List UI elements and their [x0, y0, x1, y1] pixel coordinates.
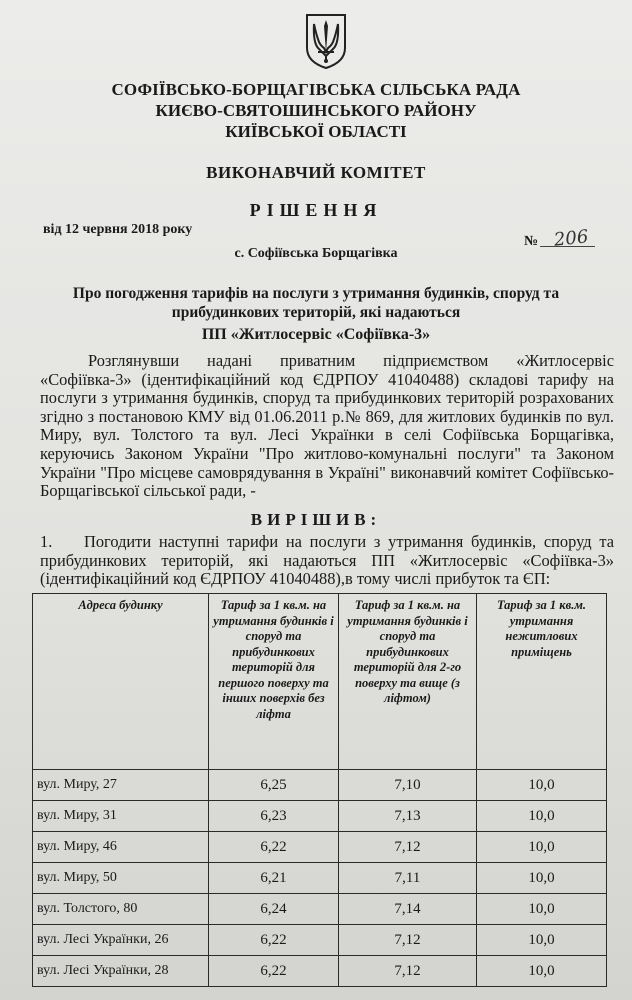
- table-header-row: [33, 594, 607, 770]
- region-name: КИЇВСЬКОЇ ОБЛАСТІ: [225, 122, 407, 141]
- cell-tariff-with-lift: 7,11: [339, 863, 477, 894]
- cell-address: вул. Лесі Українки, 28: [33, 956, 209, 987]
- cell-tariff-nonresidential: 10,0: [477, 832, 607, 863]
- cell-tariff-with-lift: 7,12: [339, 925, 477, 956]
- cell-address: вул. Миру, 31: [33, 801, 209, 832]
- cell-tariff-no-lift: 6,22: [209, 925, 339, 956]
- cell-tariff-with-lift: 7,12: [339, 956, 477, 987]
- header-address: Адреса будинку: [33, 594, 209, 770]
- table-row: [33, 925, 607, 956]
- subject-line-1: Про погодження тарифів на послуги з утримання будинків, споруд та: [72, 285, 560, 302]
- cell-tariff-nonresidential: 10,0: [477, 770, 607, 801]
- cell-tariff-no-lift: 6,22: [209, 956, 339, 987]
- cell-address: вул. Миру, 27: [33, 770, 209, 801]
- cell-tariff-with-lift: 7,13: [339, 801, 477, 832]
- cell-tariff-no-lift: 6,24: [209, 894, 339, 925]
- decision-title: РІШЕННЯ: [249, 200, 383, 220]
- preamble-paragraph: Розглянувши надані приватним підприємством «Житлосервіс «Софіївка-3» (ідентифікаційний код ЄДРПОУ 41040488) складові тарифу на послуги з утримання будинків, споруд та прибудинкових територій розрахованих згідно з постановою КМУ від 01.06.2011 р.№ 869, для житлових будинків по вул. Миру, вул. Толстого та вул. Лесі Українки в селі Софіївська Борщагівка, керуючись Законом України "Про житлово-комунальні послуги" та Законом України "Про місцеве самоврядування в Україні" виконавчий комітет Софіївсько-Борщагівської сільської ради, -: [40, 351, 614, 501]
- cell-tariff-no-lift: 6,25: [209, 770, 339, 801]
- cell-address: вул. Лесі Українки, 26: [33, 925, 209, 956]
- cell-tariff-nonresidential: 10,0: [477, 863, 607, 894]
- header-tariff-with-lift: Тариф за 1 кв.м. на утримання будинків і споруд та прибудинкових територій для 2-го поверху та вище (з ліфтом): [339, 594, 477, 770]
- tariff-table: [32, 593, 607, 987]
- cell-tariff-no-lift: 6,22: [209, 832, 339, 863]
- header-tariff-nonresidential: Тариф за 1 кв.м. утримання нежитлових приміщень: [477, 594, 607, 770]
- committee-title: ВИКОНАВЧИЙ КОМІТЕТ: [206, 163, 426, 182]
- cell-tariff-nonresidential: 10,0: [477, 956, 607, 987]
- cell-tariff-nonresidential: 10,0: [477, 801, 607, 832]
- cell-address: вул. Миру, 50: [33, 863, 209, 894]
- cell-address: вул. Миру, 46: [33, 832, 209, 863]
- cell-tariff-nonresidential: 10,0: [477, 894, 607, 925]
- decision-number-handwritten: 206: [552, 226, 590, 251]
- decision-number-label: №: [524, 234, 539, 249]
- cell-tariff-with-lift: 7,12: [339, 832, 477, 863]
- table-row: [33, 956, 607, 987]
- resolve-heading: ВИРІШИВ:: [250, 510, 382, 529]
- table-row: [33, 894, 607, 925]
- trident-coat-of-arms-icon: [304, 12, 348, 70]
- cell-tariff-with-lift: 7,10: [339, 770, 477, 801]
- cell-tariff-no-lift: 6,23: [209, 801, 339, 832]
- item-text: Погодити наступні тарифи на послуги з утримання будинків, споруд та прибудинкових територій, які надаються ПП «Житлосервіс «Софіївка-3» (ідентифікаційний код ЄДРПОУ 41040488),в тому числі прибуток та ЄП:: [40, 532, 614, 589]
- district-name: КИЄВО-СВЯТОШИНСЬКОГО РАЙОНУ: [155, 101, 477, 120]
- table-row: [33, 863, 607, 894]
- subject-line-2: прибудинкових територій, які надаються: [171, 304, 461, 321]
- cell-address: вул. Толстого, 80: [33, 894, 209, 925]
- table-row: [33, 832, 607, 863]
- table-row: [33, 801, 607, 832]
- subject-line-3: ПП «Житлосервіс «Софіївка-3»: [201, 326, 431, 343]
- item-number: 1.: [40, 532, 53, 551]
- decision-date: від 12 червня 2018 року: [43, 222, 193, 237]
- table-row: [33, 770, 607, 801]
- resolution-item-1: [40, 533, 614, 589]
- header-tariff-no-lift: Тариф за 1 кв.м. на утримання будинків і споруд та прибудинкових територій для першого поверху та інших поверхів без ліфта: [209, 594, 339, 770]
- cell-tariff-with-lift: 7,14: [339, 894, 477, 925]
- village-name: с. Софіївська Борщагівка: [234, 246, 398, 261]
- cell-tariff-no-lift: 6,21: [209, 863, 339, 894]
- council-name: СОФІЇВСЬКО-БОРЩАГІВСЬКА СІЛЬСЬКА РАДА: [111, 80, 521, 99]
- cell-tariff-nonresidential: 10,0: [477, 925, 607, 956]
